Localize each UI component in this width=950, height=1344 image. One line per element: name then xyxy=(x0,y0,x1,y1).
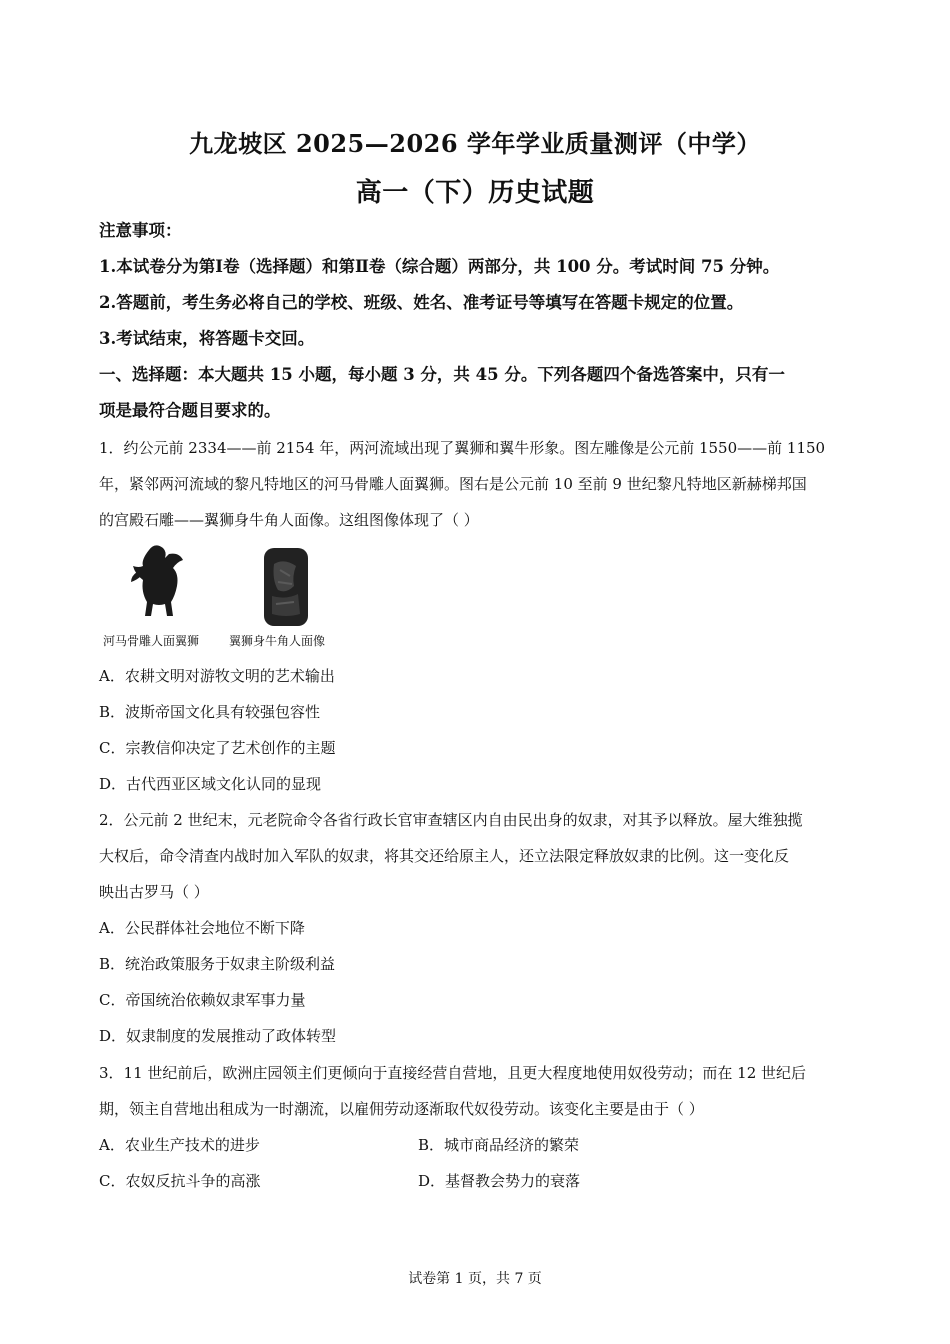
question-1-option-c: C．宗教信仰决定了艺术创作的主题 xyxy=(99,739,336,757)
question-3-option-a: A．农业生产技术的进步 xyxy=(99,1136,260,1154)
question-3-text: 期，领主自营地出租成为一时潮流，以雇佣劳动逐渐取代奴役劳动。该变化主要是由于（ ） xyxy=(99,1100,704,1118)
winged-lion-relief-image xyxy=(262,546,310,628)
question-1-text: 年，紧邻两河流域的黎凡特地区的河马骨雕人面翼狮。图右是公元前 10 至前 9 世纪黎凡特地区新赫梯邦国 xyxy=(99,475,807,493)
question-2-text: 大权后，命令清查内战时加入军队的奴隶，将其交还给原主人，还立法限定释放奴隶的比例。这一变化反 xyxy=(99,847,790,865)
question-3-option-b: B．城市商品经济的繁荣 xyxy=(418,1136,580,1154)
notice-heading: 注意事项： xyxy=(99,221,182,240)
question-1-option-a: A．农耕文明对游牧文明的艺术输出 xyxy=(99,667,335,685)
question-1-text: 1．约公元前 2334——前 2154 年，两河流域出现了翼狮和翼牛形象。图左雕像是公元前 1550——前 1150 xyxy=(99,439,826,457)
figure-caption-right: 翼狮身牛角人面像 xyxy=(229,634,326,648)
question-2-text: 2．公元前 2 世纪末，元老院命令各省行政长官审查辖区内自由民出身的奴隶，对其予以释放。屋大维独揽 xyxy=(99,811,803,829)
question-3-text: 3．11 世纪前后，欧洲庄园领主们更倾向于直接经营自营地，且更大程度地使用奴役劳动；而在 12 世纪后 xyxy=(99,1064,807,1082)
notice-item: 3.考试结束，将答题卡交回。 xyxy=(99,329,315,348)
notice-item: 1.本试卷分为第Ⅰ卷（选择题）和第Ⅱ卷（综合题）两部分，共 100 分。考试时间 75 分钟。 xyxy=(99,257,780,276)
question-3-option-d: D．基督教会势力的衰落 xyxy=(418,1172,581,1190)
figure-caption-left: 河马骨雕人面翼狮 xyxy=(103,634,200,648)
question-3-option-c: C．农奴反抗斗争的高涨 xyxy=(99,1172,261,1190)
question-1-option-d: D．古代西亚区域文化认同的显现 xyxy=(99,775,322,793)
question-2-option-b: B．统治政策服务于奴隶主阶级利益 xyxy=(99,955,336,973)
question-1-text: 的宫殿石雕——翼狮身牛角人面像。这组图像体现了（ ） xyxy=(99,511,479,529)
question-1-figure xyxy=(99,542,359,654)
question-2-option-a: A．公民群体社会地位不断下降 xyxy=(99,919,305,937)
notice-item: 2.答题前，考生务必将自己的学校、班级、姓名、准考证号等填写在答题卡规定的位置。 xyxy=(99,293,744,312)
question-2-option-d: D．奴隶制度的发展推动了政体转型 xyxy=(99,1027,337,1045)
exam-title: 九龙坡区 2025—2026 学年学业质量测评（中学） xyxy=(189,129,761,158)
winged-lion-ivory-image xyxy=(129,542,187,624)
section-instruction: 一、选择题：本大题共 15 小题，每小题 3 分，共 45 分。下列各题四个备选答案中，只有一 xyxy=(99,365,785,384)
section-instruction: 项是最符合题目要求的。 xyxy=(99,401,281,420)
page-footer: 试卷第 1 页，共 7 页 xyxy=(408,1271,542,1287)
exam-subtitle: 高一（下）历史试题 xyxy=(355,178,595,208)
question-1-option-b: B．波斯帝国文化具有较强包容性 xyxy=(99,703,321,721)
question-2-option-c: C．帝国统治依赖奴隶军事力量 xyxy=(99,991,306,1009)
question-2-text: 映出古罗马（ ） xyxy=(99,883,209,901)
